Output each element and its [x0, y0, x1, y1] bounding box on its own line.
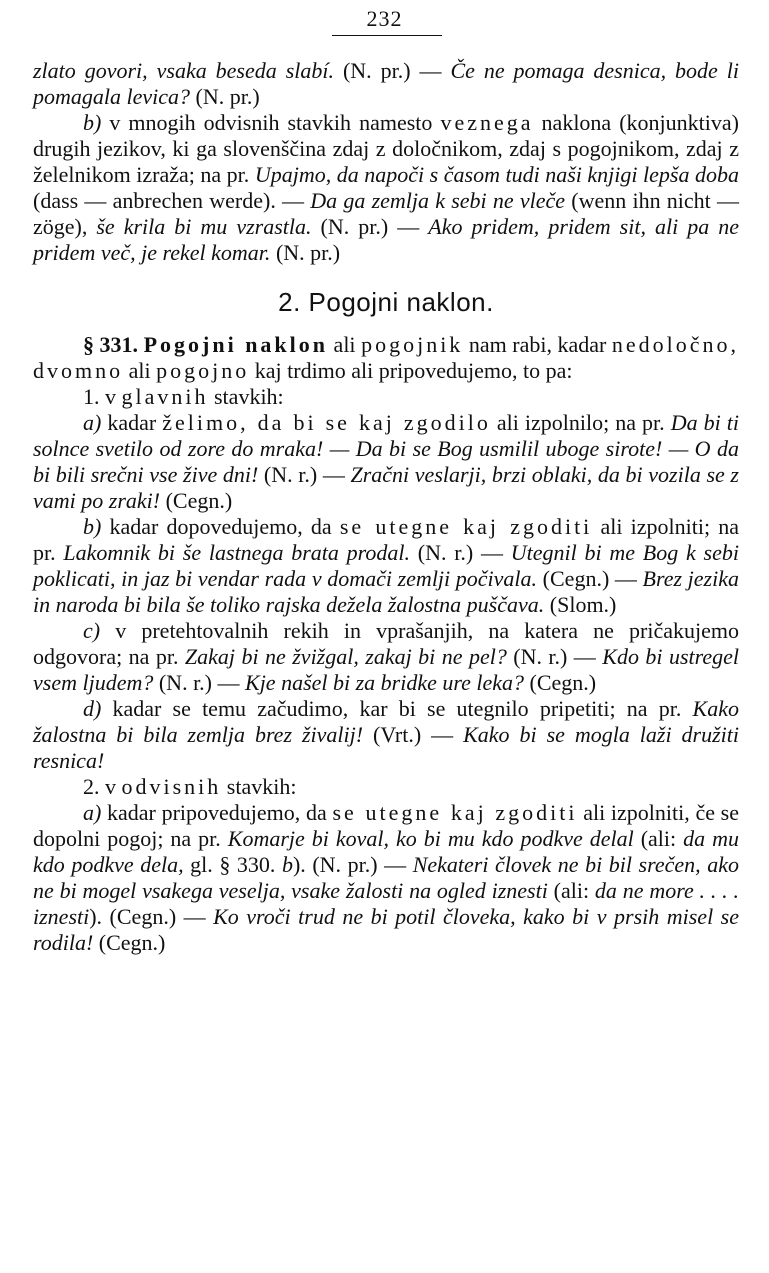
spaced-term: odvisnih	[121, 774, 222, 799]
example-text: Zračni veslarji, brzi oblaki, da bi vozila se z vami po zraki!	[33, 462, 739, 513]
text-run: (Slom.)	[544, 592, 617, 617]
example-text: Če ne pomaga desnica, bode li pomagala levica?	[33, 58, 739, 109]
item-label: c)	[83, 618, 101, 643]
paragraph-b-dopovedujemo	[33, 514, 739, 618]
paragraph-b-konjunktiv	[33, 110, 739, 266]
text-run: (N. r.) —	[506, 644, 603, 669]
item-label: a)	[83, 800, 102, 825]
paragraph-c-vprasanja	[33, 618, 739, 696]
spaced-term: se utegne kaj zgoditi	[339, 514, 593, 539]
item-label: a)	[83, 410, 102, 435]
text-run: (wenn ihn nicht — zöge),	[33, 188, 739, 239]
example-text: Komarje bi koval, ko bi mu kdo podkve delal	[227, 826, 634, 851]
example-text: Da bi ti solnce svetilo od zore do mraka! — Da bi se Bog usmilil uboge sirote! — O da bi bili srečni vse žive dni!	[33, 410, 739, 487]
text-run: (N. r.) —	[410, 540, 511, 565]
paragraph-a-zelimo	[33, 410, 739, 514]
text-run: (Vrt.) —	[363, 722, 464, 747]
text-run: kadar	[101, 410, 163, 435]
example-text: b	[281, 852, 293, 877]
text-run: (Cegn.) —	[537, 566, 643, 591]
example-text: Lakomnik bi še lastnega brata prodal.	[63, 540, 411, 565]
text-run: naklona (konjunktiva) drugih jezikov, ki ga slovenščina zdaj z določnikom, zdaj s pogojnikom, zdaj z želelnikom izraža; na pr.	[33, 110, 739, 187]
example-text: Utegnil bi me Bog k sebi poklicati, in jaz bi vendar rada v domači zemlji počivala.	[33, 540, 739, 591]
spaced-term: se utegne kaj zgoditi	[332, 800, 578, 825]
text-run: (N. pr.) —	[311, 214, 429, 239]
example-text: da mu kdo podkve dela,	[33, 826, 739, 877]
example-text: Zakaj bi ne žvižgal, zakaj bi ne pel?	[184, 644, 507, 669]
text-run: ali izpolniti; na pr.	[33, 514, 739, 565]
text-run: kadar pripovedujemo, da	[101, 800, 333, 825]
text-run: ). (Cegn.) —	[89, 904, 214, 929]
spaced-term: nedoločno, dvomno	[33, 332, 740, 383]
text-run: (dass — anbrechen werde). —	[33, 188, 311, 213]
item-label: b)	[83, 514, 102, 539]
example-text: Nekateri človek ne bi bil srečen, ako ne bi mogel vsakega veselja, vsake žalosti na ogled iznesti	[33, 852, 739, 903]
text-run: kadar dopovedujemo, da	[101, 514, 340, 539]
example-text: Kako bi se mogla laži družiti resnica!	[33, 722, 740, 773]
text-run: (N. r.) —	[258, 462, 351, 487]
example-text: Kako žalostna bi bila zemlja brez živalij!	[33, 696, 739, 747]
text-run: gl. § 330.	[183, 852, 282, 877]
item-label: d)	[83, 696, 102, 721]
text-run: stavkih:	[208, 384, 284, 409]
subheading-odvisni	[33, 774, 739, 800]
paragraph-a-pripovedujemo	[33, 800, 739, 956]
text-run: stavkih:	[221, 774, 297, 799]
text-run: (N. pr.) —	[334, 58, 451, 83]
text-run: (ali:	[633, 826, 684, 851]
text-run: (ali:	[547, 878, 595, 903]
example-text: Kje našel bi za bridke ure leka?	[245, 670, 525, 695]
subheading-glavni	[33, 384, 739, 410]
page-number: 232	[366, 6, 403, 31]
paragraph-continuation	[33, 58, 739, 110]
example-text: še krila bi mu vzrastla.	[96, 214, 312, 239]
text-run: ali	[328, 332, 362, 357]
body-text	[33, 58, 739, 956]
text-run: ali izpolnilo; na pr.	[490, 410, 671, 435]
text-run: 1. v	[83, 384, 122, 409]
text-run: 2. v	[83, 774, 122, 799]
spaced-term: glavnih	[121, 384, 209, 409]
text-run: (Cegn.)	[93, 930, 166, 955]
text-run: kaj trdimo ali pripovedujemo, to pa:	[249, 358, 573, 383]
spaced-term: pogojnik	[361, 332, 464, 357]
text-run: (N. pr.)	[190, 84, 260, 109]
spaced-term: Pogojni naklon	[143, 332, 329, 357]
text-run: v pretehtovalnih rekih in vprašanjih, na katera ne pričakujemo odgovora; na pr.	[33, 618, 739, 669]
example-text: Ko vroči trud ne bi potil človeka, kako bi v prsih misel se rodila!	[33, 904, 740, 955]
paragraph-331	[33, 332, 739, 384]
example-text: Da ga zemlja k sebi ne vleče	[310, 188, 566, 213]
text-run: v mnogih odvisnih stavkih namesto	[101, 110, 441, 135]
text-run: (Cegn.)	[160, 488, 233, 513]
section-heading: 2. Pogojni naklon.	[278, 287, 494, 317]
text-run: ali	[123, 358, 157, 383]
example-text: Upajmo, da napoči s časom tudi naši knjigi lepša doba	[254, 162, 740, 187]
example-text: zlato govori, vsaka beseda slabí.	[33, 58, 334, 83]
section-number: § 331.	[83, 332, 139, 357]
spaced-term: želimo, da bi se kaj zgodilo	[162, 410, 491, 435]
item-label: b)	[83, 110, 102, 135]
text-run: kadar se temu začudimo, kar bi se utegnilo pripetiti; na pr.	[101, 696, 693, 721]
text-run: (N. r.) —	[153, 670, 246, 695]
spaced-term: pogojno	[156, 358, 250, 383]
text-run: (Cegn.)	[524, 670, 597, 695]
example-text: da ne more . . . . iznesti	[33, 878, 739, 929]
text-run: (N. pr.)	[270, 240, 341, 265]
header-rule	[332, 35, 442, 36]
paragraph-d-zacudimo	[33, 696, 739, 774]
text-run: ). (N. pr.) —	[292, 852, 413, 877]
example-text: Brez jezika in naroda bi bila še toliko rajska dežela žalostna puščava.	[33, 566, 739, 617]
example-text: Kdo bi ustregel vsem ljudem?	[33, 644, 739, 695]
example-text: Ako pridem, pridem sit, ali pa ne pridem več, je rekel komar.	[33, 214, 739, 265]
text-run: nam rabi, kadar	[463, 332, 612, 357]
spaced-term: veznega	[440, 110, 534, 135]
text-run: ali izpolniti, če se dopolni pogoj; na pr.	[33, 800, 739, 851]
